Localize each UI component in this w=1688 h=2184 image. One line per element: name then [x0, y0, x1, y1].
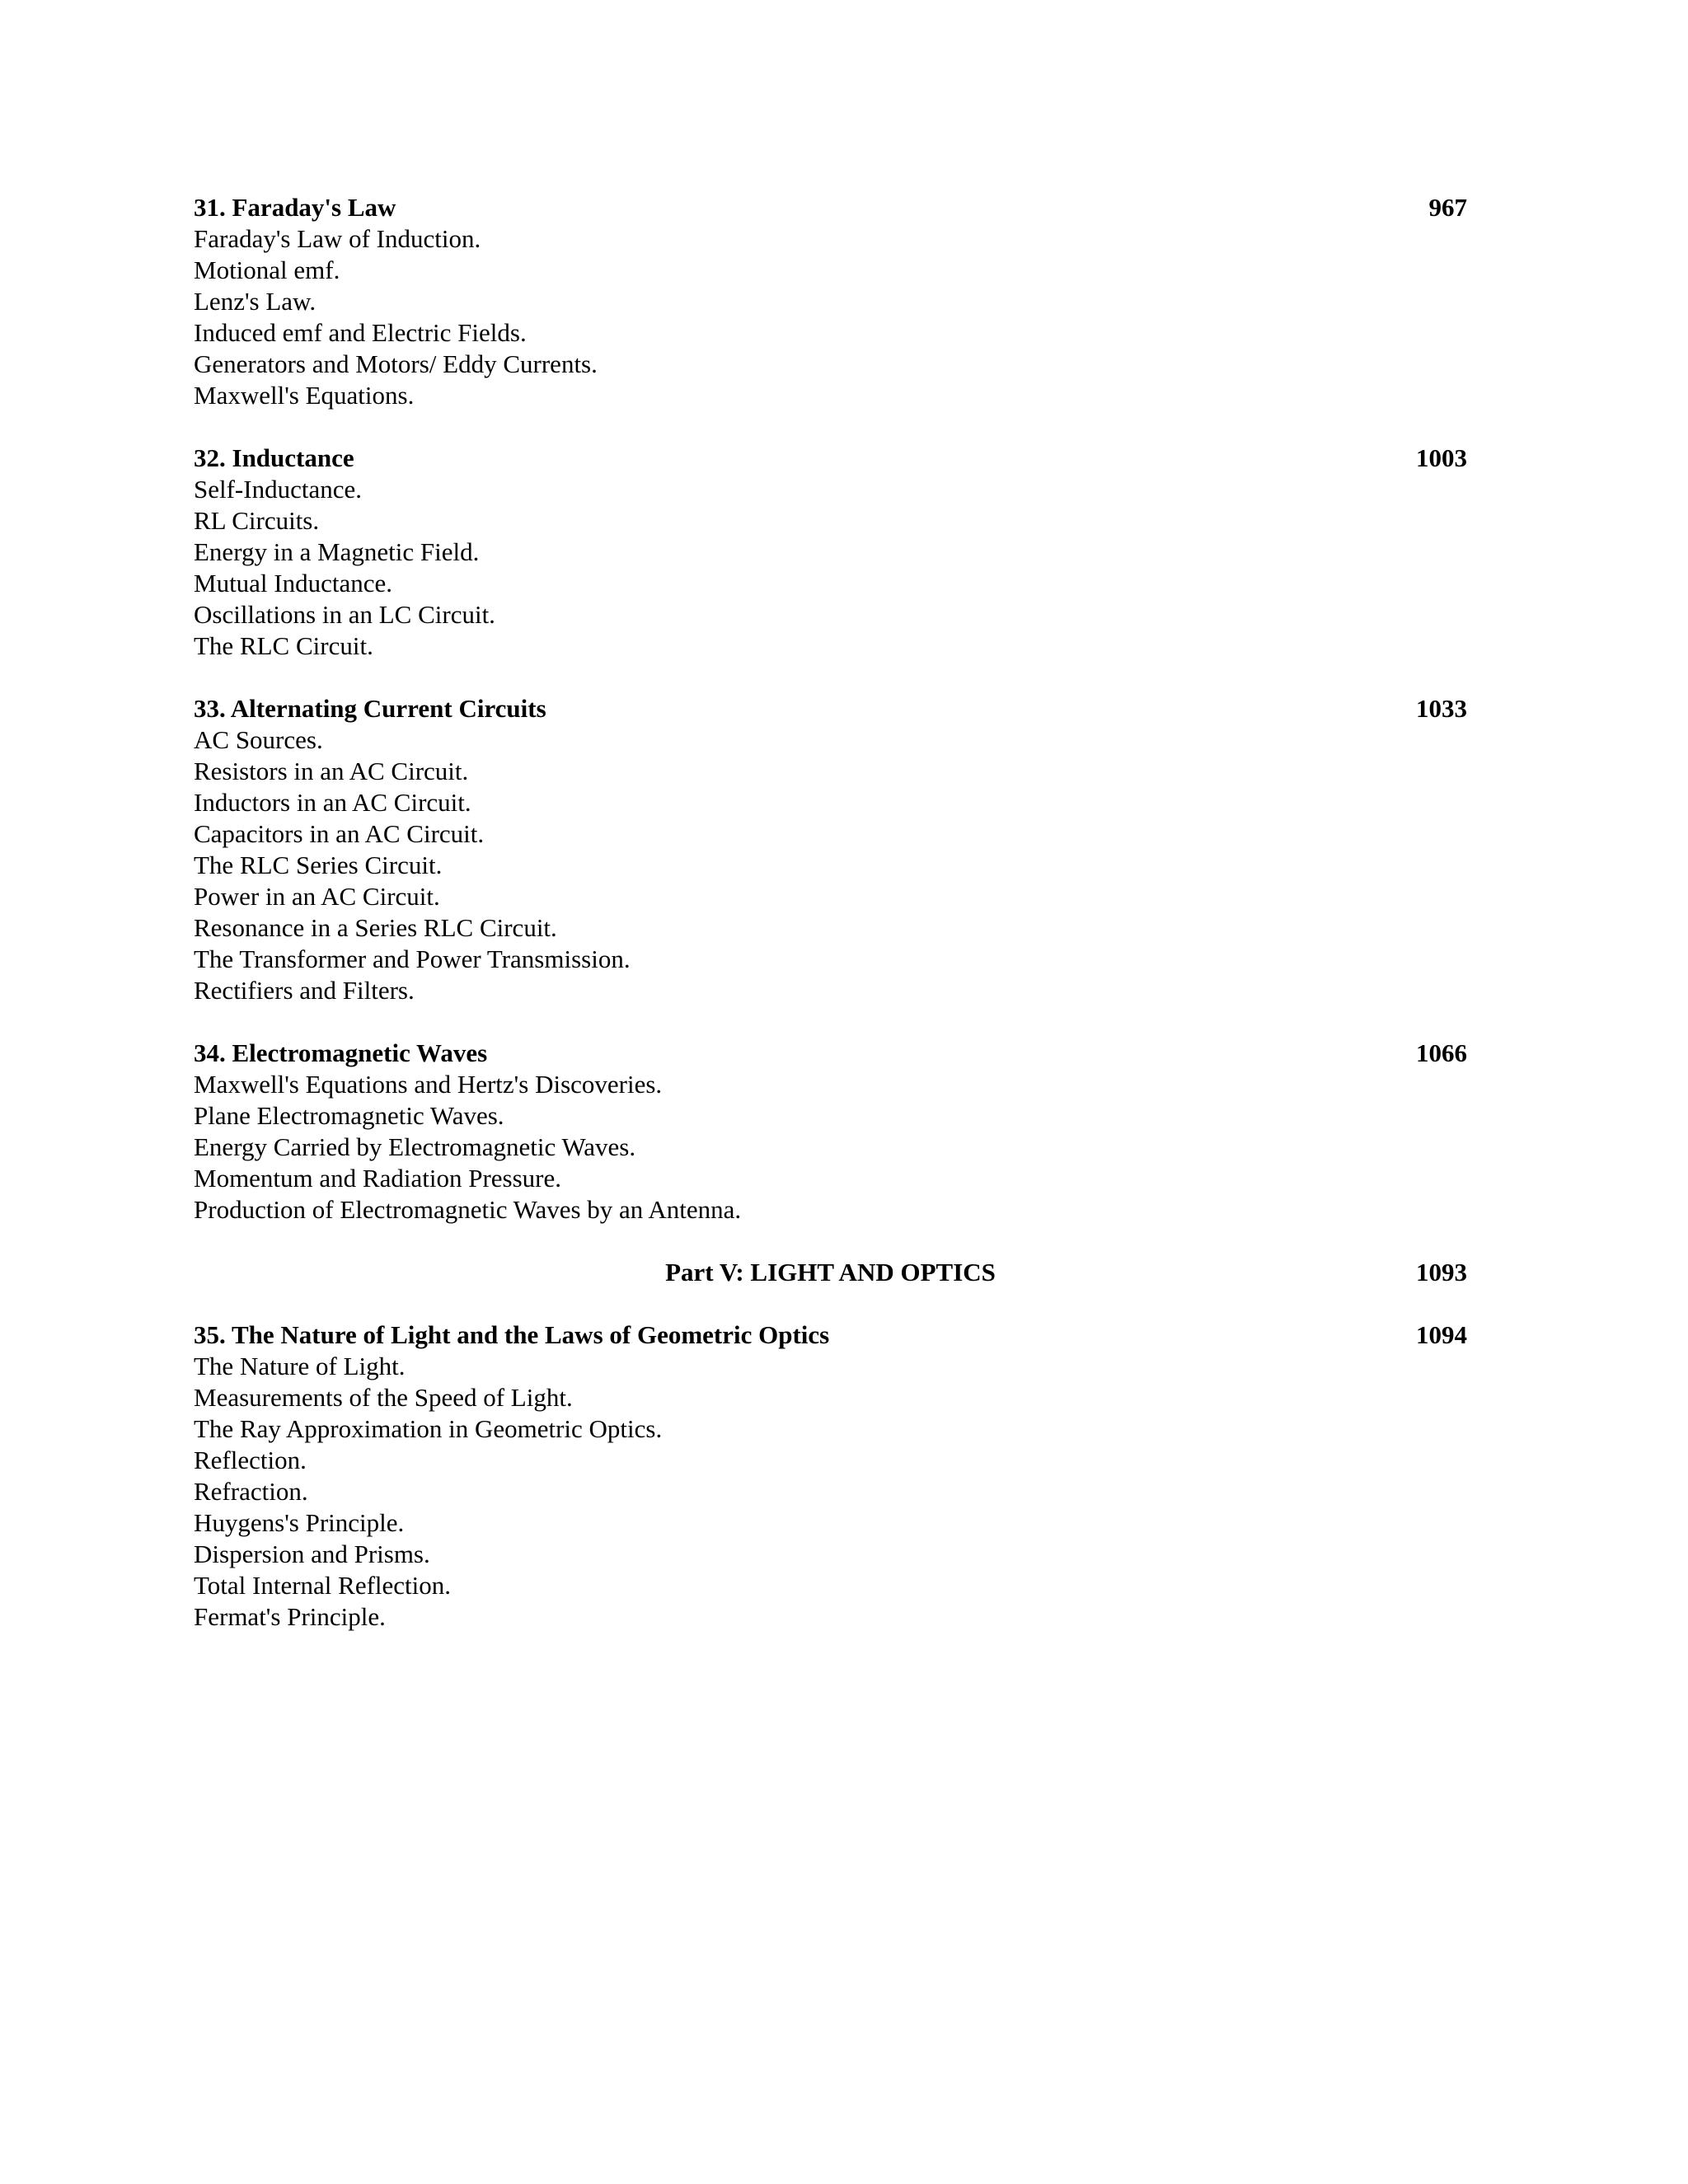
topic-item: Fermat's Principle. — [194, 1602, 386, 1631]
topic-item: Measurements of the Speed of Light. — [194, 1383, 573, 1412]
topic-item: Production of Electromagnetic Waves by an Antenna. — [194, 1195, 742, 1224]
topic-item: Lenz's Law. — [194, 287, 316, 316]
chapter-title: 35. The Nature of Light and the Laws of Geometric Optics — [194, 1320, 830, 1349]
chapter-title: 32. Inductance — [194, 443, 354, 472]
topic-item: The Transformer and Power Transmission. — [194, 944, 631, 973]
chapter-heading — [194, 192, 1467, 223]
topic-item: Mutual Inductance. — [194, 569, 393, 598]
chapter-heading — [194, 1319, 1467, 1351]
chapter-title: 34. Electromagnetic Waves — [194, 1038, 488, 1067]
topic-item: Capacitors in an AC Circuit. — [194, 819, 485, 848]
topic-item: Resistors in an AC Circuit. — [194, 757, 469, 785]
part-page-number: 1093 — [1416, 1258, 1467, 1286]
topic-item: Self-Inductance. — [194, 475, 362, 504]
chapter-page-number: 1066 — [1416, 1038, 1467, 1067]
chapter-heading — [194, 693, 1467, 724]
topic-item: Power in an AC Circuit. — [194, 882, 440, 911]
topic-item: Motional emf. — [194, 255, 340, 284]
topic-item: Resonance in a Series RLC Circuit. — [194, 913, 557, 942]
chapter-heading — [194, 1038, 1467, 1069]
topic-item: The RLC Circuit. — [194, 631, 373, 660]
chapter-34 — [194, 1038, 1467, 1226]
chapter-page-number: 1003 — [1416, 443, 1467, 472]
chapter-title: 31. Faraday's Law — [194, 193, 396, 222]
chapter-page-number: 1033 — [1416, 694, 1467, 723]
part-heading — [194, 1257, 1467, 1288]
part-title: Part V: LIGHT AND OPTICS — [665, 1258, 996, 1286]
topic-item: Refraction. — [194, 1477, 308, 1506]
topic-item: Huygens's Principle. — [194, 1508, 405, 1537]
chapter-31 — [194, 192, 1467, 411]
topic-item: Rectifiers and Filters. — [194, 976, 415, 1005]
topic-item: Maxwell's Equations and Hertz's Discoveries. — [194, 1070, 663, 1099]
topic-item: The RLC Series Circuit. — [194, 851, 443, 879]
chapter-32 — [194, 443, 1467, 662]
topic-item: Total Internal Reflection. — [194, 1571, 452, 1600]
chapter-33 — [194, 693, 1467, 1006]
topic-item: AC Sources. — [194, 725, 323, 754]
chapter-heading — [194, 443, 1467, 474]
topic-item: Energy Carried by Electromagnetic Waves. — [194, 1132, 636, 1161]
table-of-contents — [194, 192, 1467, 1664]
chapter-35 — [194, 1319, 1467, 1633]
topic-item: Dispersion and Prisms. — [194, 1540, 430, 1568]
topic-item: Plane Electromagnetic Waves. — [194, 1101, 504, 1130]
topic-item: Inductors in an AC Circuit. — [194, 788, 471, 817]
topic-item: The Ray Approximation in Geometric Optics. — [194, 1414, 663, 1443]
topic-item: Oscillations in an LC Circuit. — [194, 600, 495, 629]
topic-item: RL Circuits. — [194, 506, 320, 535]
topic-item: Induced emf and Electric Fields. — [194, 318, 527, 347]
topic-item: Maxwell's Equations. — [194, 381, 415, 410]
topic-item: The Nature of Light. — [194, 1352, 406, 1380]
topic-item: Momentum and Radiation Pressure. — [194, 1164, 561, 1193]
chapter-title: 33. Alternating Current Circuits — [194, 694, 546, 723]
chapter-page-number: 1094 — [1416, 1320, 1467, 1349]
chapter-page-number: 967 — [1428, 193, 1467, 222]
topic-item: Faraday's Law of Induction. — [194, 224, 481, 253]
topic-item: Generators and Motors/ Eddy Currents. — [194, 349, 598, 378]
topic-item: Energy in a Magnetic Field. — [194, 537, 480, 566]
topic-item: Reflection. — [194, 1446, 307, 1474]
